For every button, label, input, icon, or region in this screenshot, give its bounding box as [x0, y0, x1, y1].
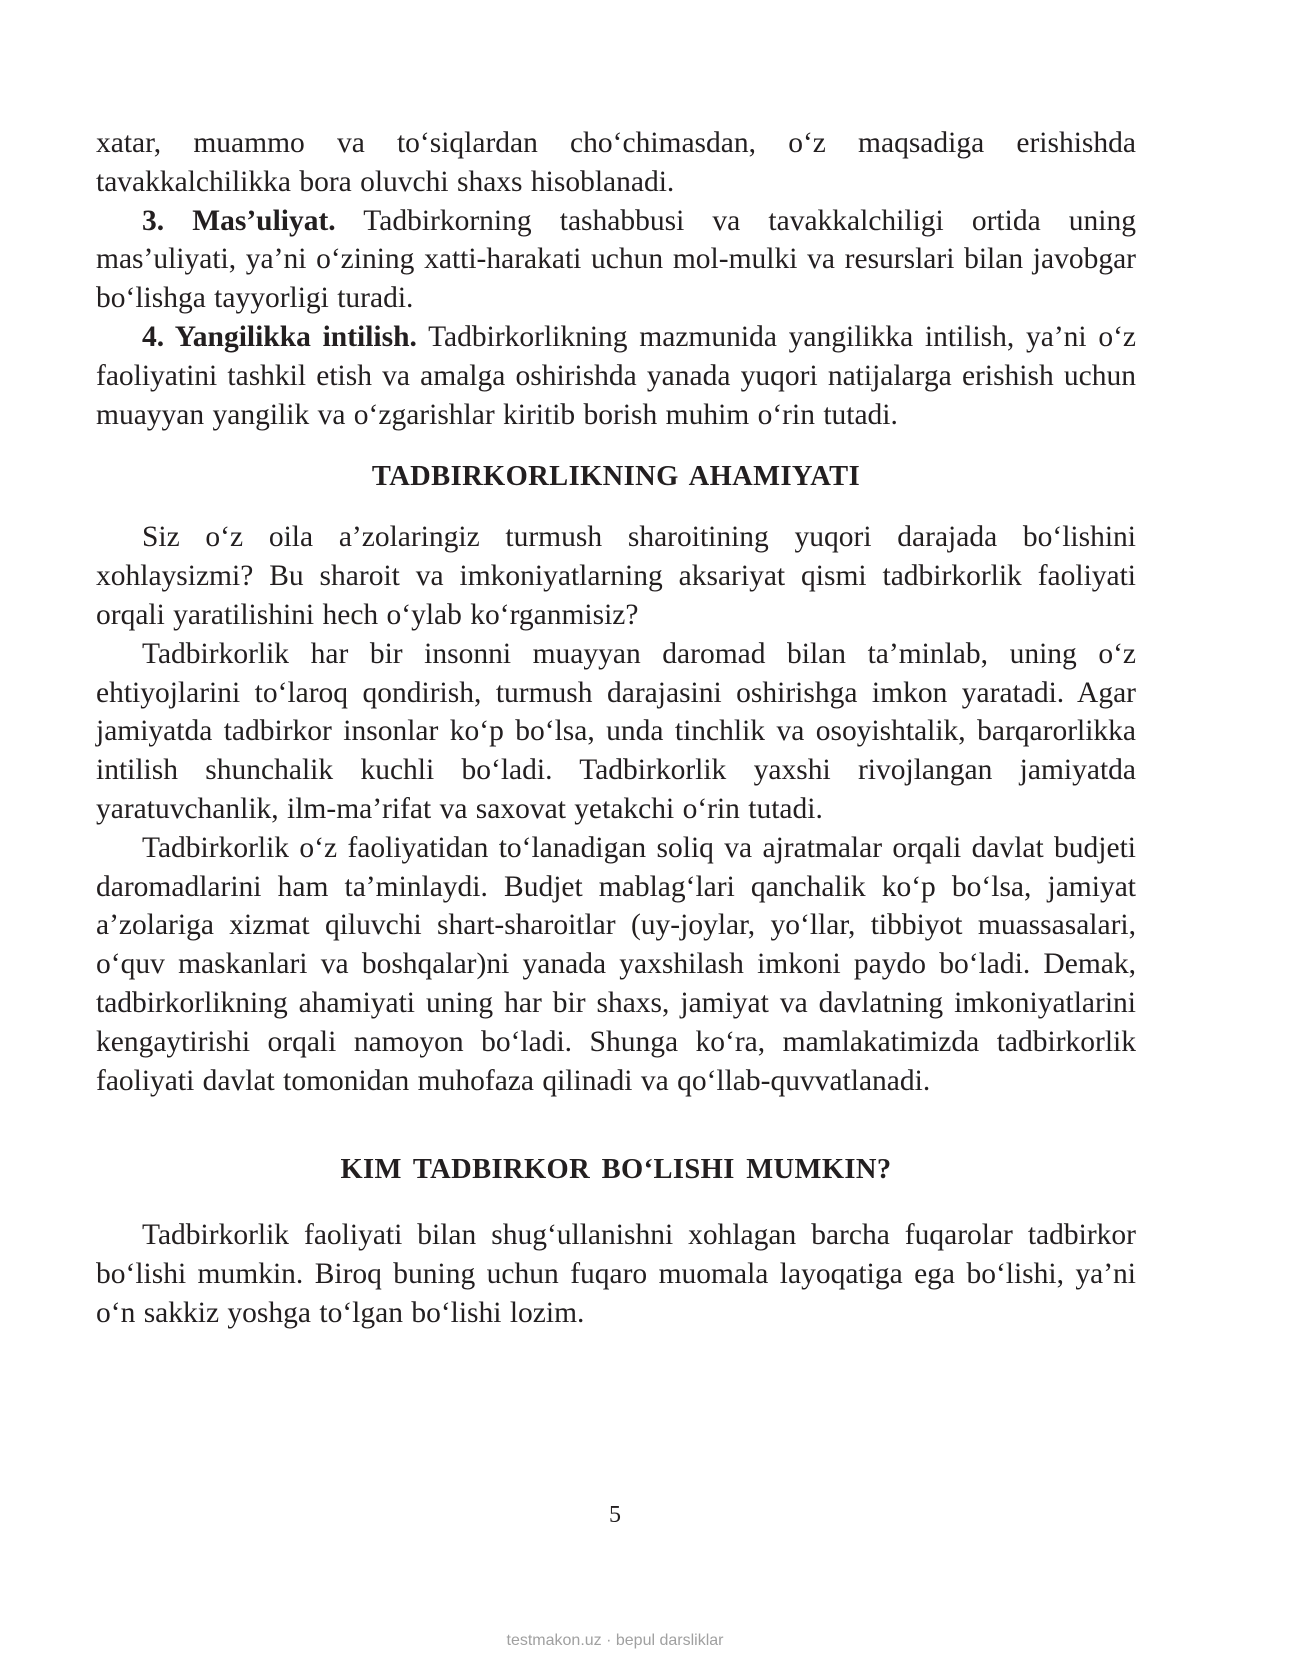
paragraph-continuation: [96, 124, 1136, 202]
paragraph-innovation: [96, 318, 1136, 434]
paragraph-text: Tadbirkorlikning mazmunida yangilikka intilish, ya’ni o‘z faoliyatini tashkil etish va amalga oshirishda yanada yuqori natijalarga erishish uchun muayyan yangilik va o‘zgarishlar kiritib borish muhim o‘rin tutadi.: [96, 320, 1136, 431]
paragraph: Tadbirkorlik o‘z faoliyatidan to‘lanadigan soliq va ajratmalar orqali davlat budjeti daromadlarini ham ta’minlaydi. Budjet mablag‘lari qanchalik ko‘p bo‘lsa, jamiyat a’zolariga xizmat qiluvchi shart-sharoitlar (uy-joylar, yo‘llar, tibbiyot muassasalari, o‘quv maskanlari va boshqalar)ni yanada yaxshilash imkoni paydo bo‘ladi. Demak, tadbirkorlikning ahamiyati uning har bir shaxs, jamiyat va davlatning imkoniyatlarini kengaytirishi orqali namoyon bo‘ladi. Shunga ko‘ra, mamlakatimizda tadbirkorlik faoliyati davlat tomonidan muhofaza qilinadi va qo‘llab-quvvatlanadi.: [96, 831, 1136, 1097]
page-content: [96, 124, 1136, 1333]
paragraph: Siz o‘z oila a’zolaringiz turmush sharoitining yuqori darajada bo‘lishini xohlaysizmi? Bu sharoit va imkoniyatlarning aksariyat qismi tadbirkorlik faoliyati orqali yaratilishini hech o‘ylab ko‘rganmisiz?: [96, 521, 1136, 631]
paragraph: Tadbirkorlik har bir insonni muayyan daromad bilan ta’minlab, uning o‘z ehtiyojlarini to‘laroq qondirish, turmush darajasini oshirishga imkon yaratadi. Agar jamiyatda tadbirkor insonlar ko‘p bo‘lsa, unda tinchlik va osoyishtalik, barqarorlikka intilish shunchalik kuchli bo‘ladi. Tadbirkorlik yaxshi rivojlangan jamiyatda yaratuvchanlik, ilm-ma’rifat va saxovat yetakchi o‘rin tutadi.: [96, 637, 1136, 825]
paragraph-lead: 4. Yangilikka intilish.: [142, 320, 417, 353]
paragraph: Tadbirkorlik faoliyati bilan shug‘ullanishni xohlagan barcha fuqarolar tadbirkor bo‘lishi mumkin. Biroq buning uchun fuqaro muomala layoqatiga ega bo‘lishi, ya’ni o‘n sakkiz yoshga to‘lgan bo‘lishi lozim.: [96, 1219, 1136, 1329]
paragraph-responsibility: [96, 202, 1136, 318]
section-heading: TADBIRKORLIKNING AHAMIYATI: [371, 461, 861, 493]
page-number: 5: [609, 1502, 621, 1528]
paragraph-text: xatar, muammo va to‘siqlardan cho‘chimasdan, o‘z maqsadiga erishishda tavakkalchilikka bora oluvchi shaxs hisoblanadi.: [96, 127, 1136, 198]
paragraph-lead: 3. Mas’uliyat.: [142, 204, 336, 237]
paragraph-text: Tadbirkorning tashabbusi va tavakkalchiligi ortida uning mas’uliyati, ya’ni o‘zining xatti-harakati uchun mol-mulki va resurslari bilan javobgar bo‘lishga tayyorligi turadi.: [96, 204, 1137, 315]
watermark: testmakon.uz · bepul darsliklar: [506, 1632, 724, 1649]
section-heading: KIM TADBIRKOR BO‘LISHI MUMKIN?: [340, 1154, 892, 1186]
